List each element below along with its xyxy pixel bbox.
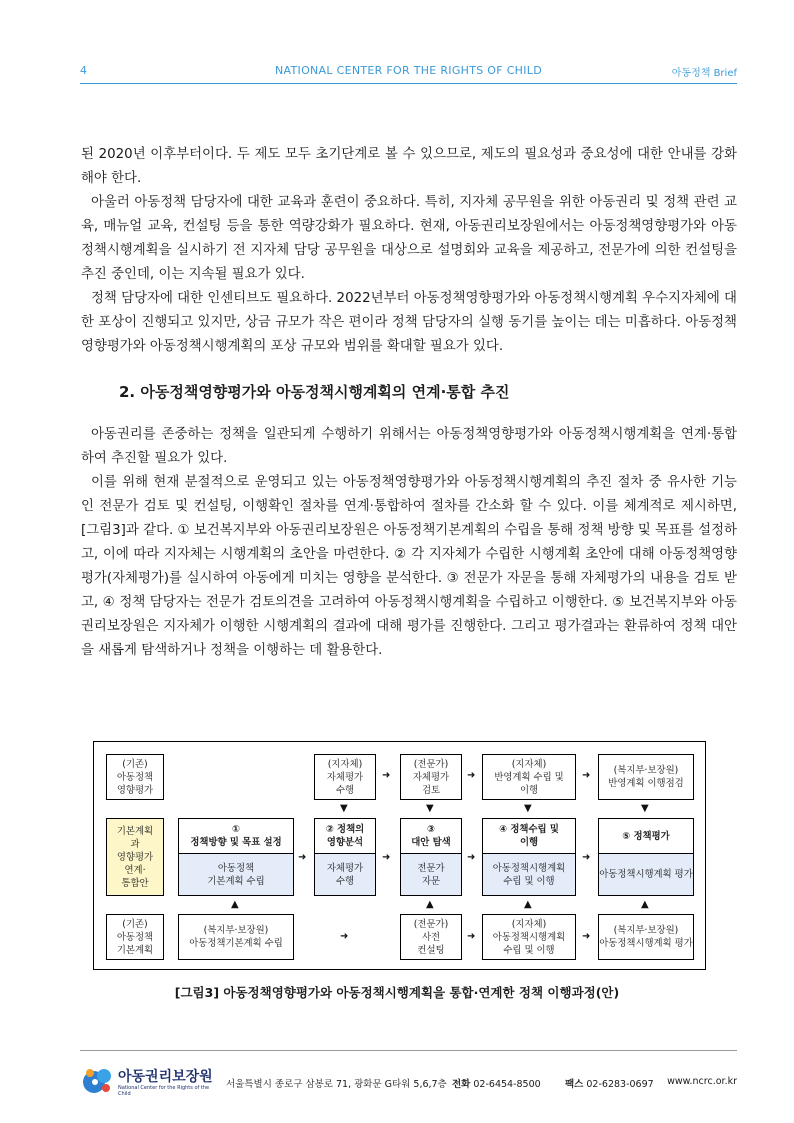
diagram-text-line: 전문가 <box>417 862 445 874</box>
arrow-right-icon: ➜ <box>382 852 391 863</box>
diagram-text-line: 영향분석 <box>326 837 364 848</box>
diagram-text-line: 과 <box>130 838 140 850</box>
page-footer <box>80 1064 737 1104</box>
self-assessment-box <box>314 754 376 800</box>
footer-fax <box>565 1076 654 1090</box>
arrow-down-icon: ▼ <box>340 803 348 814</box>
header-title: NATIONAL CENTER FOR THE RIGHTS OF CHILD <box>275 64 542 77</box>
arrow-right-icon: ➜ <box>582 770 591 781</box>
logo-korean-name: 아동권리보장원 <box>118 1069 213 1085</box>
diagram-text-line: 영향평가 <box>116 784 154 796</box>
step2-detail <box>315 854 375 895</box>
diagram-text-line: 영향평가 <box>116 851 154 863</box>
arrow-right-icon: ➜ <box>382 770 391 781</box>
footer-phone <box>452 1076 541 1090</box>
step3-detail <box>401 854 461 895</box>
diagram-text-line: 컨설팅 <box>417 944 445 956</box>
diagram-text-line: 연계· <box>124 864 146 876</box>
step1-title <box>179 819 293 854</box>
diagram-text-line: 아동정책시행계획 평가 <box>599 869 693 880</box>
diagram-text-line: 자체평가 <box>326 771 364 783</box>
diagram-text-line: 기본계획 <box>116 825 154 837</box>
diagram-text-line: 이행 <box>519 784 539 796</box>
diagram-text-line: (기존) <box>122 758 148 770</box>
fax-label: 팩스 <box>565 1079 584 1090</box>
diagram-text-line: 자체평가 <box>326 862 364 874</box>
diagram-text-line: (복지부·보장원) <box>203 925 269 936</box>
diagram-text-line: (전문가) <box>413 758 449 770</box>
diagram-text-line: 아동정책시행계획 <box>492 931 566 943</box>
arrow-up-icon: ▲ <box>524 899 532 910</box>
step5-detail <box>599 854 693 895</box>
footer-website-link[interactable]: www.ncrc.or.kr <box>667 1076 737 1087</box>
integration-plan-box <box>106 818 164 896</box>
arrow-right-icon: ➜ <box>582 931 591 942</box>
step2-box <box>314 818 376 896</box>
basic-plan-box <box>178 914 294 960</box>
arrow-right-icon: ➜ <box>298 852 307 863</box>
implementation-check-box <box>598 754 694 800</box>
paragraph: 아동권리를 존중하는 정책을 일관되게 수행하기 위해서는 아동정책영향평가와 아동정책시행계획을 연계·통합하여 추진할 필요가 있다. <box>81 427 737 466</box>
diagram-text-line: 이행 <box>519 837 539 848</box>
diagram-text-line: (기존) <box>122 918 148 930</box>
arrow-down-icon: ▼ <box>524 803 532 814</box>
step4-title <box>483 819 575 854</box>
diagram-text-line: 아동정책 <box>217 862 255 874</box>
existing-basic-plan-box <box>106 914 164 960</box>
phone-number: 02-6454-8500 <box>473 1079 541 1090</box>
arrow-down-icon: ▼ <box>641 803 649 814</box>
arrow-up-icon: ▲ <box>641 899 649 910</box>
header-divider <box>80 83 737 84</box>
footer-address: 서울특별시 종로구 삼봉로 71, 광화문 G타워 5,6,7층 <box>226 1079 447 1090</box>
footer-divider <box>80 1050 737 1051</box>
reflection-plan-box <box>482 754 576 800</box>
diagram-text-line: 수립 및 이행 <box>503 875 555 887</box>
diagram-text-line: (복지부·보장원) <box>613 765 679 776</box>
diagram-text-line: ② 정책의 <box>325 824 365 835</box>
page-number: 4 <box>80 64 87 77</box>
diagram-text-line: 자문 <box>421 875 441 887</box>
diagram-text-line: 대안 탐색 <box>411 837 451 848</box>
diagram-text-line: (지자체) <box>511 918 547 930</box>
paragraph: 된 2020년 이후부터이다. 두 제도 모두 초기단계로 볼 수 있으므로, 제도의 필요성과 중요성에 대한 안내를 강화해야 한다. <box>81 147 737 186</box>
diagram-text-line: 사전 <box>421 931 441 943</box>
enforcement-evaluation-box <box>598 914 694 960</box>
step2-title <box>315 819 375 854</box>
step5-box <box>598 818 694 896</box>
arrow-right-icon: ➜ <box>340 931 349 942</box>
arrow-up-icon: ▲ <box>426 899 434 910</box>
step4-box <box>482 818 576 896</box>
pre-consulting-box <box>400 914 462 960</box>
fax-number: 02-6283-0697 <box>586 1079 654 1090</box>
arrow-up-icon: ▲ <box>231 899 239 910</box>
diagram-text-line: 반영계획 수립 및 <box>494 771 564 783</box>
diagram-text-line: 수행 <box>335 784 355 796</box>
diagram-text-line: 아동정책 <box>116 771 154 783</box>
arrow-right-icon: ➜ <box>582 852 591 863</box>
diagram-text-line: 기본계획 수립 <box>207 875 265 887</box>
expert-review-box <box>400 754 462 800</box>
logo-emblem-icon <box>80 1064 116 1098</box>
arrow-down-icon: ▼ <box>426 803 434 814</box>
phone-label: 전화 <box>452 1079 471 1090</box>
diagram-text-line: (지자체) <box>511 758 547 770</box>
arrow-right-icon: ➜ <box>467 931 476 942</box>
step5-title <box>599 819 693 854</box>
step1-detail <box>179 854 293 895</box>
diagram-text-line: 통합안 <box>121 877 149 889</box>
diagram-text-line: (지자체) <box>327 758 363 770</box>
header-brief: 아동정책 Brief <box>671 68 737 79</box>
diagram-text-line: 아동정책 <box>116 931 154 943</box>
diagram-text-line: ⑤ 정책평가 <box>622 830 670 842</box>
diagram-text-line: ④ 정책수립 및 <box>499 824 559 835</box>
diagram-text-line: (전문가) <box>413 918 449 930</box>
document-body <box>81 143 737 663</box>
paragraph: 아울러 아동정책 담당자에 대한 교육과 훈련이 중요하다. 특히, 지자체 공무원을 위한 아동권리 및 정책 관련 교육, 매뉴얼 교육, 컨설팅 등을 통한 역량강화가 필요하다. 현재, 아동권리보장원에서는 아동정책영향평가와 아동정책시행계획을 실시하기 전 지자체 담당 공무원을 대상으로 설명회와 교육을 제공하고, 전문가에 의한 컨설팅을 추진 중인데, 이는 지속될 필요가 있다. <box>81 195 737 282</box>
arrow-right-icon: ➜ <box>467 852 476 863</box>
step4-detail <box>483 854 575 895</box>
diagram-text-line: 아동정책시행계획 평가 <box>599 938 693 949</box>
diagram-text-line: 아동정책기본계획 수립 <box>189 938 283 949</box>
diagram-text-line: 반영계획 이행점검 <box>608 778 684 789</box>
diagram-text-line: 정책방향 및 목표 설정 <box>190 837 282 848</box>
figure-caption: [그림3] 아동정책영향평가와 아동정책시행계획을 통합·연계한 정책 이행과정(안) <box>174 985 620 1000</box>
diagram-text-line: (복지부·보장원) <box>613 925 679 936</box>
page-header <box>80 64 737 80</box>
section-heading: 2. 아동정책영향평가와 아동정책시행계획의 연계·통합 추진 <box>119 383 510 401</box>
step3-title <box>401 819 461 854</box>
paragraph: 이를 위해 현재 분절적으로 운영되고 있는 아동정책영향평가와 아동정책시행계획의 추진 절차 중 유사한 기능인 전문가 검토 및 컨설팅, 이행확인 절차를 연계·통합하여 절차를 간소화 할 수 있다. 이를 체계적로 제시하면, [그림3]과 같다. ① 보건복지부와 아동권리보장원은 아동정책기본계획의 수립을 통해 정책 방향 및 목표를 설정하고, 이에 따라 지자체는 시행계획의 초안을 마련한다. ② 각 지자체가 수립한 시행계획 초안에 대해 아동정책영향평가(자체평가)를 실시하여 아동에게 미치는 영향을 분석한다. ③ 전문가 자문을 통해 자체평가의 내용을 검토 받고, ④ 정책 담당자는 전문가 검토의견을 고려하여 아동정책시행계획을 수립하고 이행한다. ⑤ 보건복지부와 아동권리보장원은 지자체가 이행한 시행계획의 결과에 대해 평가를 진행한다. 그리고 평가결과는 환류하여 정책 대안을 새롭게 탐색하거나 정책을 이행하는 데 활용한다. <box>81 475 737 658</box>
arrow-right-icon: ➜ <box>467 770 476 781</box>
organization-logo <box>80 1064 220 1098</box>
diagram-text-line: 검토 <box>421 784 441 796</box>
step3-box <box>400 818 462 896</box>
step1-box <box>178 818 294 896</box>
diagram-text-line: 아동정책시행계획 <box>492 862 566 874</box>
paragraph: 정책 담당자에 대한 인센티브도 필요하다. 2022년부터 아동정책영향평가와 아동정책시행계획 우수지자체에 대한 포상이 진행되고 있지만, 상금 규모가 작은 편이라 정책 담당자의 실행 동기를 높이는 데는 미흡하다. 아동정책영향평가와 아동정책시행계획의 포상 규모와 범위를 확대할 필요가 있다. <box>81 291 737 354</box>
diagram-text-line: 기본계획 <box>116 944 154 956</box>
diagram-text-line: 수립 및 이행 <box>503 944 555 956</box>
diagram-text-line: 자체평가 <box>412 771 450 783</box>
diagram-text-line: ① <box>232 824 240 835</box>
existing-impact-assessment-box <box>106 754 164 800</box>
enforcement-plan-box <box>482 914 576 960</box>
logo-english-name: National Center for the Rights of the Child <box>118 1085 210 1097</box>
diagram-text-line: 수행 <box>335 875 355 887</box>
process-diagram <box>93 741 706 970</box>
diagram-text-line: ③ <box>427 824 435 835</box>
